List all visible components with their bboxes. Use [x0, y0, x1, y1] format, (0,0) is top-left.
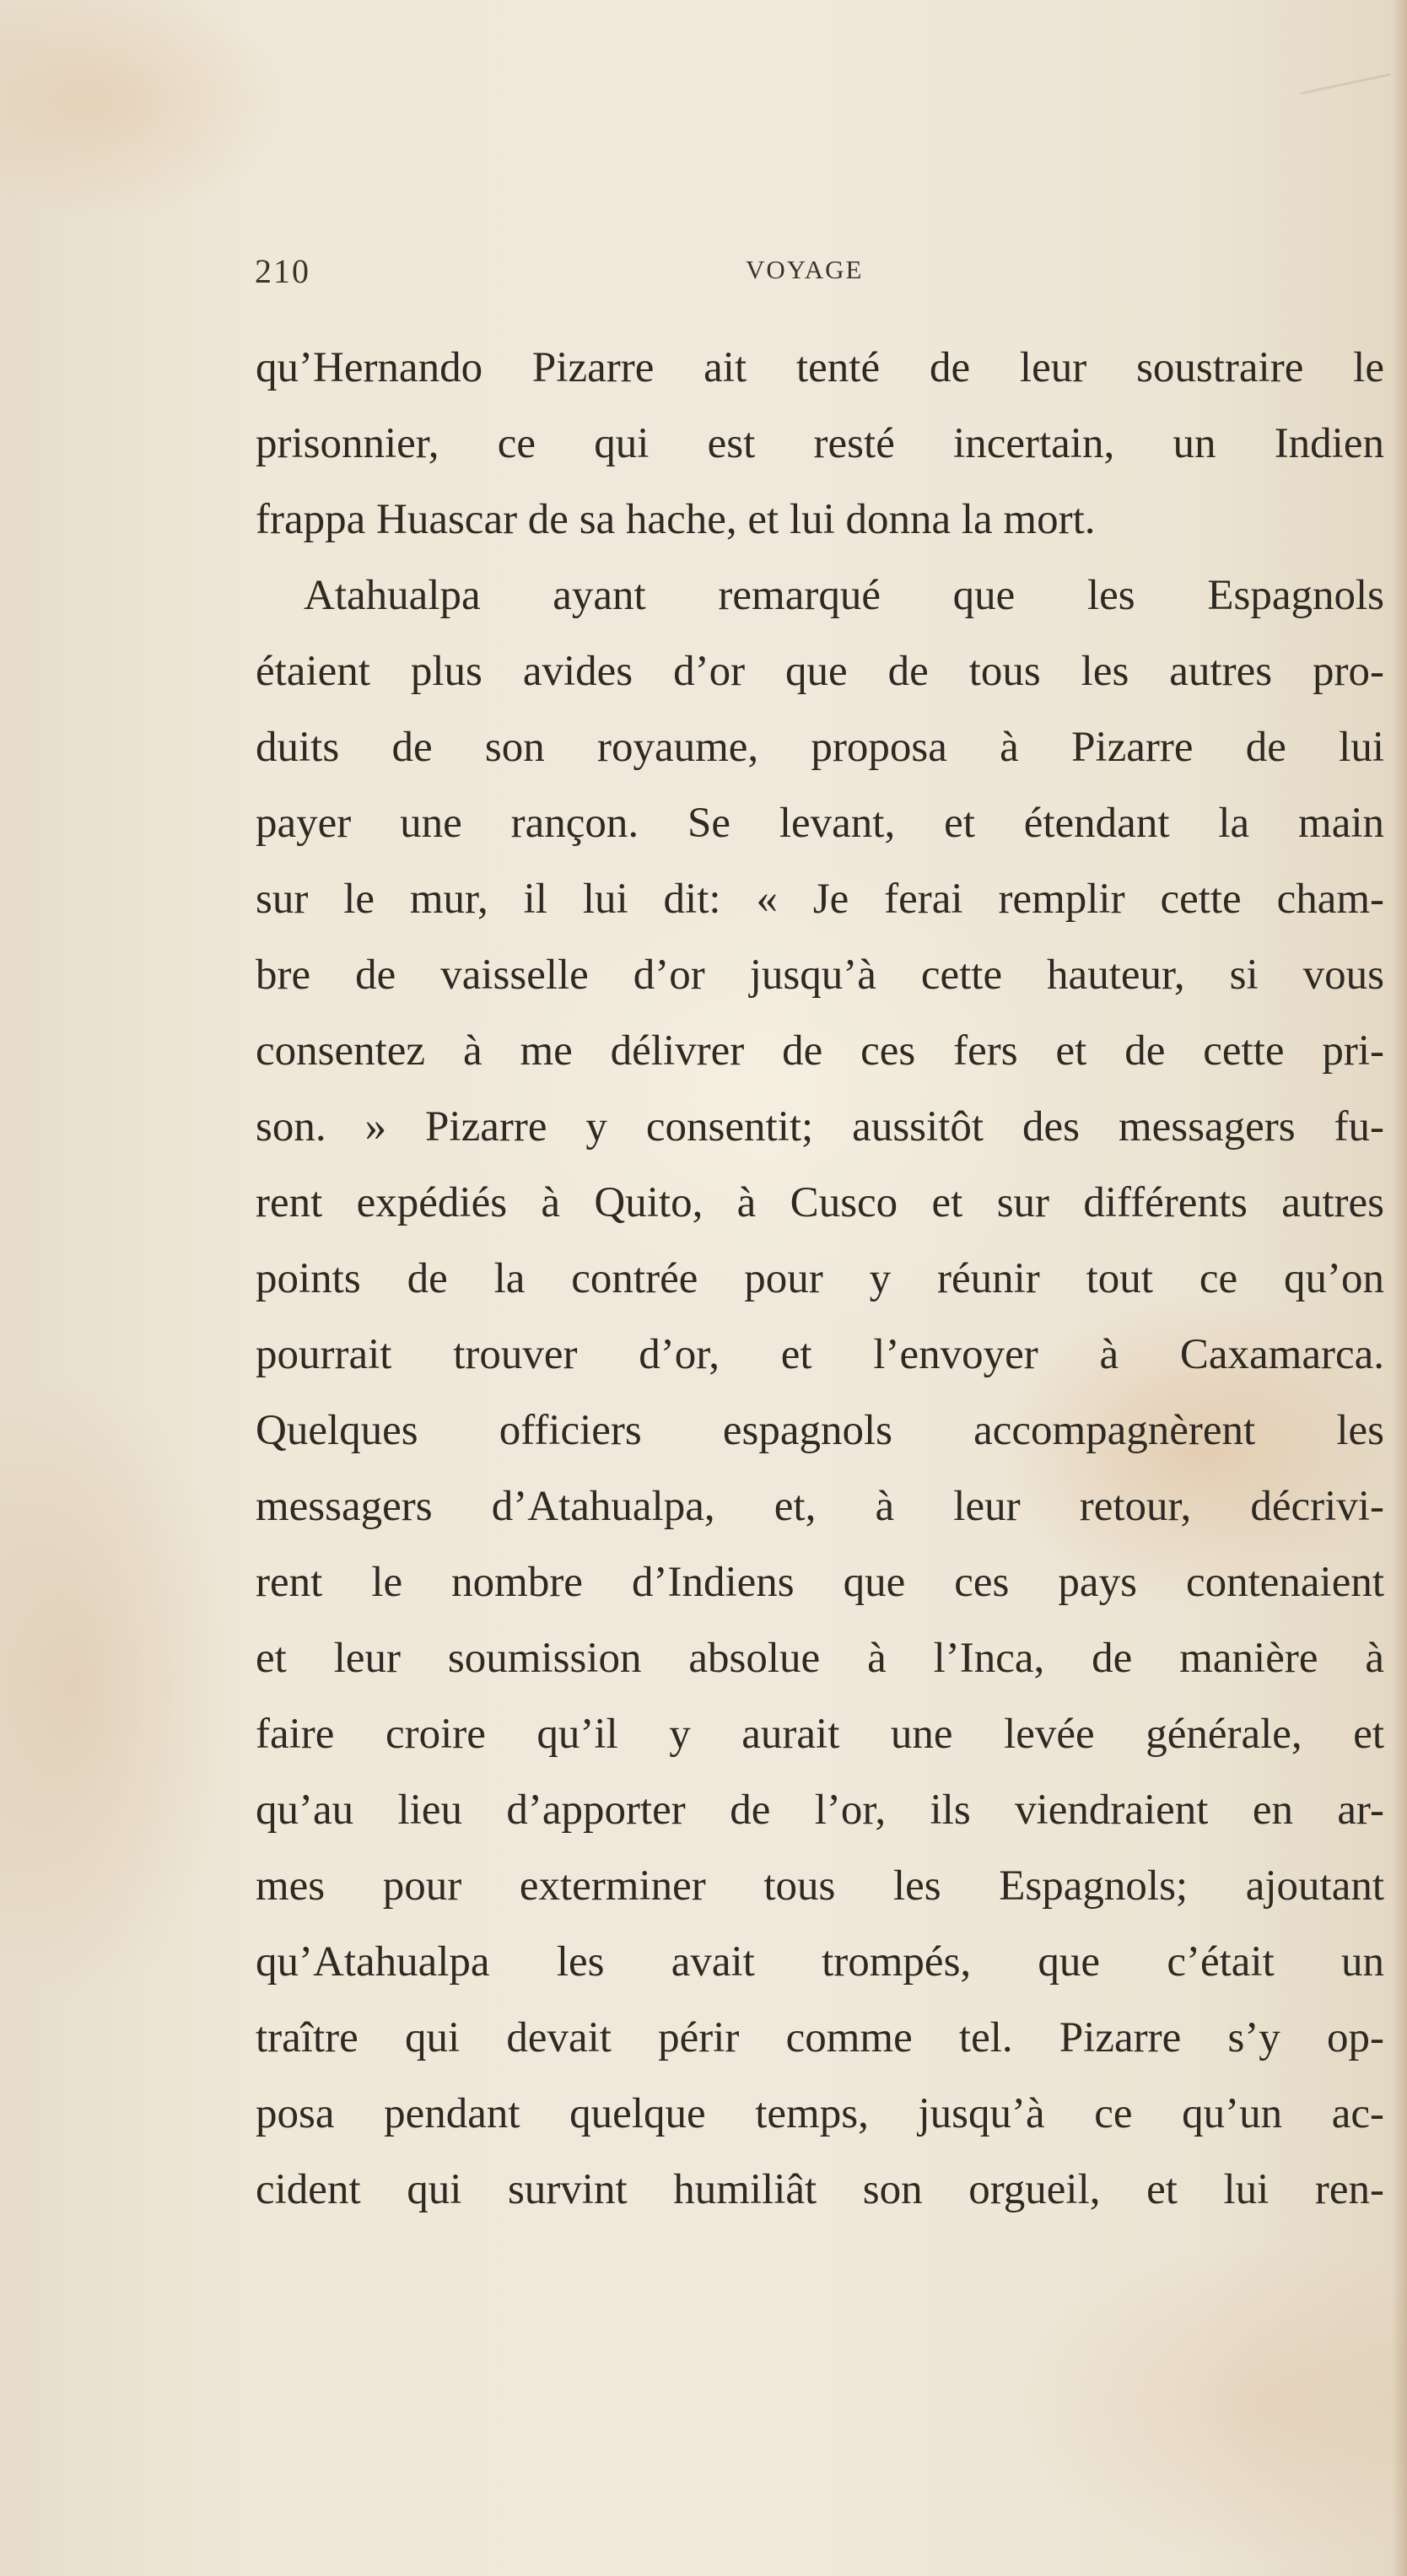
text-line: qu’au lieu d’apporter de l’or, ils viendraient en ar- [256, 1786, 1384, 1834]
text-line: bre de vaisselle d’or jusqu’à cette hauteur, si vous [256, 951, 1384, 999]
text-line: pourrait trouver d’or, et l’envoyer à Caxamarca. [256, 1331, 1384, 1378]
body-text [256, 341, 1384, 2289]
text-line: qu’Atahualpa les avait trompés, que c’était un [256, 1938, 1384, 1986]
text-line: rent expédiés à Quito, à Cusco et sur différents autres [256, 1179, 1384, 1226]
text-line: prisonnier, ce qui est resté incertain, un Indien [256, 420, 1384, 467]
running-title: VOYAGE [746, 255, 864, 284]
paragraph-first-line: Atahualpa ayant remarqué que les Espagnols [304, 572, 1384, 619]
running-header [0, 251, 1407, 302]
text-line: cident qui survint humiliât son orgueil, et lui ren- [256, 2166, 1384, 2213]
text-line: points de la contrée pour y réunir tout ce qu’on [256, 1255, 1384, 1302]
paper-crease [1300, 73, 1391, 95]
text-line: frappa Huascar de sa hache, et lui donna la mort. [256, 496, 1096, 543]
text-line: qu’Hernando Pizarre ait tenté de leur soustraire le [256, 344, 1384, 391]
text-line: mes pour exterminer tous les Espagnols; ajoutant [256, 1862, 1384, 1910]
text-line: son. » Pizarre y consentit; aussitôt des messagers fu- [256, 1103, 1384, 1151]
text-line: rent le nombre d’Indiens que ces pays contenaient [256, 1559, 1384, 1606]
text-line: Quelques officiers espagnols accompagnèrent les [256, 1407, 1384, 1454]
text-line: faire croire qu’il y aurait une levée générale, et [256, 1711, 1384, 1758]
text-line: consentez à me délivrer de ces fers et de cette pri- [256, 1027, 1384, 1075]
text-line: messagers d’Atahualpa, et, à leur retour, décrivi- [256, 1483, 1384, 1530]
text-line: payer une rançon. Se levant, et étendant la main [256, 800, 1384, 847]
text-line: posa pendant quelque temps, jusqu’à ce qu’un ac- [256, 2090, 1384, 2137]
text-line: duits de son royaume, proposa à Pizarre de lui [256, 724, 1384, 771]
text-line: étaient plus avides d’or que de tous les autres pro- [256, 648, 1384, 695]
text-line: et leur soumission absolue à l’Inca, de manière à [256, 1635, 1384, 1682]
text-line: sur le mur, il lui dit: « Je ferai remplir cette cham- [256, 876, 1384, 923]
text-line: traître qui devait périr comme tel. Pizarre s’y op- [256, 2014, 1384, 2061]
page-number: 210 [255, 252, 310, 290]
